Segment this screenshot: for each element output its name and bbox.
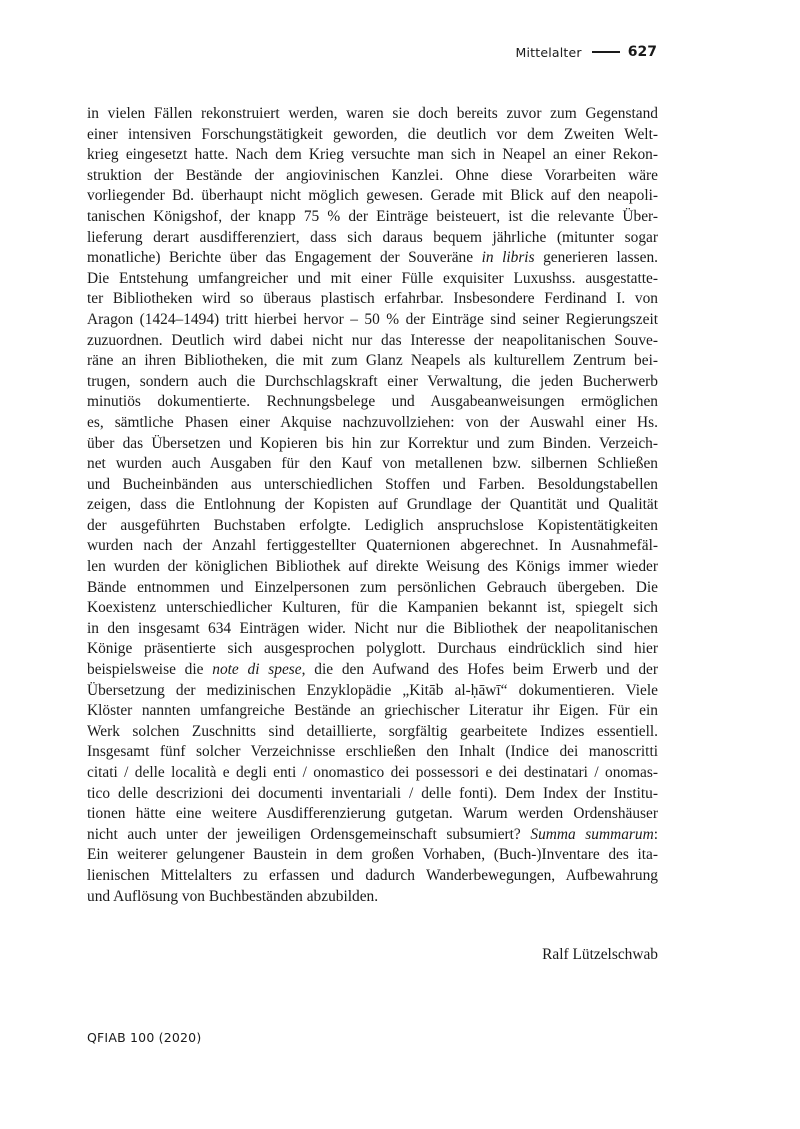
- text-line: und Auflösung von Buchbeständen abzubilden.: [87, 887, 379, 905]
- text-line: Die Entstehung umfangreicher und mit einer Fülle exquisiter Luxushss. ausgestatte-: [87, 269, 658, 287]
- text-line: tionen hätte eine weitere Ausdifferenzierung gutgetan. Warum werden Ordenshäuser: [87, 805, 658, 823]
- text-line: es, sämtliche Phasen einer Akquise nachzuvollziehen: von der Auswahl einer Hs.: [87, 413, 658, 431]
- text-line: und Bucheinbänden aus unterschiedlichen Stoffen und Farben. Besoldungstabellen: [87, 475, 658, 493]
- text-line: minutiös dokumentierte. Rechnungsbelege und Ausgabeanweisungen ermöglichen: [87, 393, 658, 411]
- emphasis: Summa summarum: [530, 825, 654, 843]
- text-line: trugen, sondern auch die Durchschlagskraft einer Verwaltung, die jeden Bucherwerb: [87, 372, 658, 390]
- author-signature: Ralf Lützelschwab: [542, 946, 658, 963]
- text-line: über das Übersetzen und Kopieren bis hin zur Korrektur und zum Binden. Verzeich-: [87, 434, 658, 452]
- text-line: zuzuordnen. Deutlich wird dabei nicht nur das Interesse der neapolitanischen Souve-: [87, 331, 658, 349]
- text-line: Aragon (1424–1494) tritt hierbei hervor – 50 % der Einträge sind seiner Regierungszeit: [87, 310, 658, 328]
- text-line: lieferung derart ausdifferenziert, dass sich daraus bequem jährliche (mitunter sogar: [87, 228, 658, 246]
- text-line: räne an ihren Bibliotheken, die mit zum Glanz Neapels als kulturellem Zentrum bei-: [87, 352, 658, 370]
- text-line: monatliche) Berichte über das Engagement der Souveräne in libris generieren lassen.: [87, 249, 658, 267]
- text-line: lienischen Mittelalters zu erfassen und dadurch Wanderbewegungen, Aufbewahrung: [87, 866, 658, 884]
- text-line: Insgesamt fünf solcher Verzeichnisse erschließen den Inhalt (Indice dei manoscritti: [87, 743, 658, 761]
- text-line: ter Bibliotheken wird so überaus plastisch erfahrbar. Insbesondere Ferdinand I. von: [87, 290, 658, 308]
- text-line: Koexistenz unterschiedlicher Kulturen, für die Kampanien bekannt ist, spiegelt sich: [87, 599, 658, 617]
- running-header: [515, 44, 657, 60]
- text-line: tico delle descrizioni dei documenti inventariali / delle fonti). Dem Index der Institu-: [87, 784, 658, 802]
- text-line: der ausgeführten Buchstaben erfolgte. Lediglich anspruchslose Kopistentätigkeiten: [87, 516, 658, 534]
- text-line: beispielsweise die note di spese, die den Aufwand des Hofes beim Erwerb und der: [87, 661, 658, 679]
- text-line: Übersetzung der medizinischen Enzyklopädie „Kitāb al-ḥāwī“ dokumentieren. Viele: [87, 681, 658, 699]
- text-line: Klöster nannten umfangreiche Bestände an griechischer Literatur ihr Eigen. Für ein: [87, 702, 658, 720]
- text-line: einer intensiven Forschungstätigkeit geworden, die deutlich vor dem Zweiten Welt-: [87, 125, 658, 143]
- text-line: net wurden auch Ausgaben für den Kauf von metallenen bzw. silbernen Schließen: [87, 455, 658, 473]
- text-line: Werk solchen Zuschnitts sind detaillierte, sorgfältig gearbeitete Indizes essentiell.: [87, 722, 658, 740]
- text-line: krieg eingesetzt hatte. Nach dem Krieg versuchte man sich in Neapel an einer Rekon-: [87, 146, 658, 164]
- page-number: 627: [627, 44, 657, 60]
- section-title: Mittelalter: [515, 44, 582, 60]
- text-line: Bände entnommen und Einzelpersonen zum persönlichen Gebrauch übergeben. Die: [87, 578, 658, 596]
- emphasis: in libris: [481, 249, 535, 267]
- header-rule: [592, 51, 620, 53]
- text-line: tanischen Königshof, der knapp 75 % der Einträge beisteuert, ist die relevante Über-: [87, 207, 658, 225]
- text-line: Könige präsentierte sich ausgesprochen polyglott. Durchaus eindrücklich sind hier: [87, 640, 658, 658]
- journal-footer: QFIAB 100 (2020): [87, 1030, 202, 1045]
- text-line: struktion der Bestände der angiovinischen Kanzlei. Ohne diese Vorarbeiten wäre: [87, 166, 658, 184]
- text-line: Ein weiterer gelungener Baustein in dem großen Vorhaben, (Buch-)Inventare des ita-: [87, 846, 658, 864]
- text-line: vorliegender Bd. überhaupt nicht möglich gewesen. Gerade mit Blick auf den neapoli-: [87, 187, 658, 205]
- emphasis: note di spese: [212, 661, 302, 679]
- body-text: [87, 104, 658, 907]
- text-line: wurden nach der Anzahl fertiggestellter Quaternionen abgerechnet. In Ausnahmefäl-: [87, 537, 658, 555]
- text-line: in den insgesamt 634 Einträgen wider. Nicht nur die Bibliothek der neapolitanischen: [87, 619, 658, 637]
- text-line: citati / delle località e degli enti / onomastico dei possessori e dei destinatari / onomas-: [87, 764, 658, 781]
- text-line: zeigen, dass die Entlohnung der Kopisten auf Grundlage der Quantität und Qualität: [87, 496, 658, 514]
- text-line: in vielen Fällen rekonstruiert werden, waren sie doch bereits zuvor zum Gegenstand: [87, 105, 658, 122]
- text-line: nicht auch unter der jeweiligen Ordensgemeinschaft subsumiert? Summa summarum:: [87, 825, 658, 843]
- text-line: len wurden der königlichen Bibliothek auf direkte Weisung des Königs immer wieder: [87, 558, 658, 576]
